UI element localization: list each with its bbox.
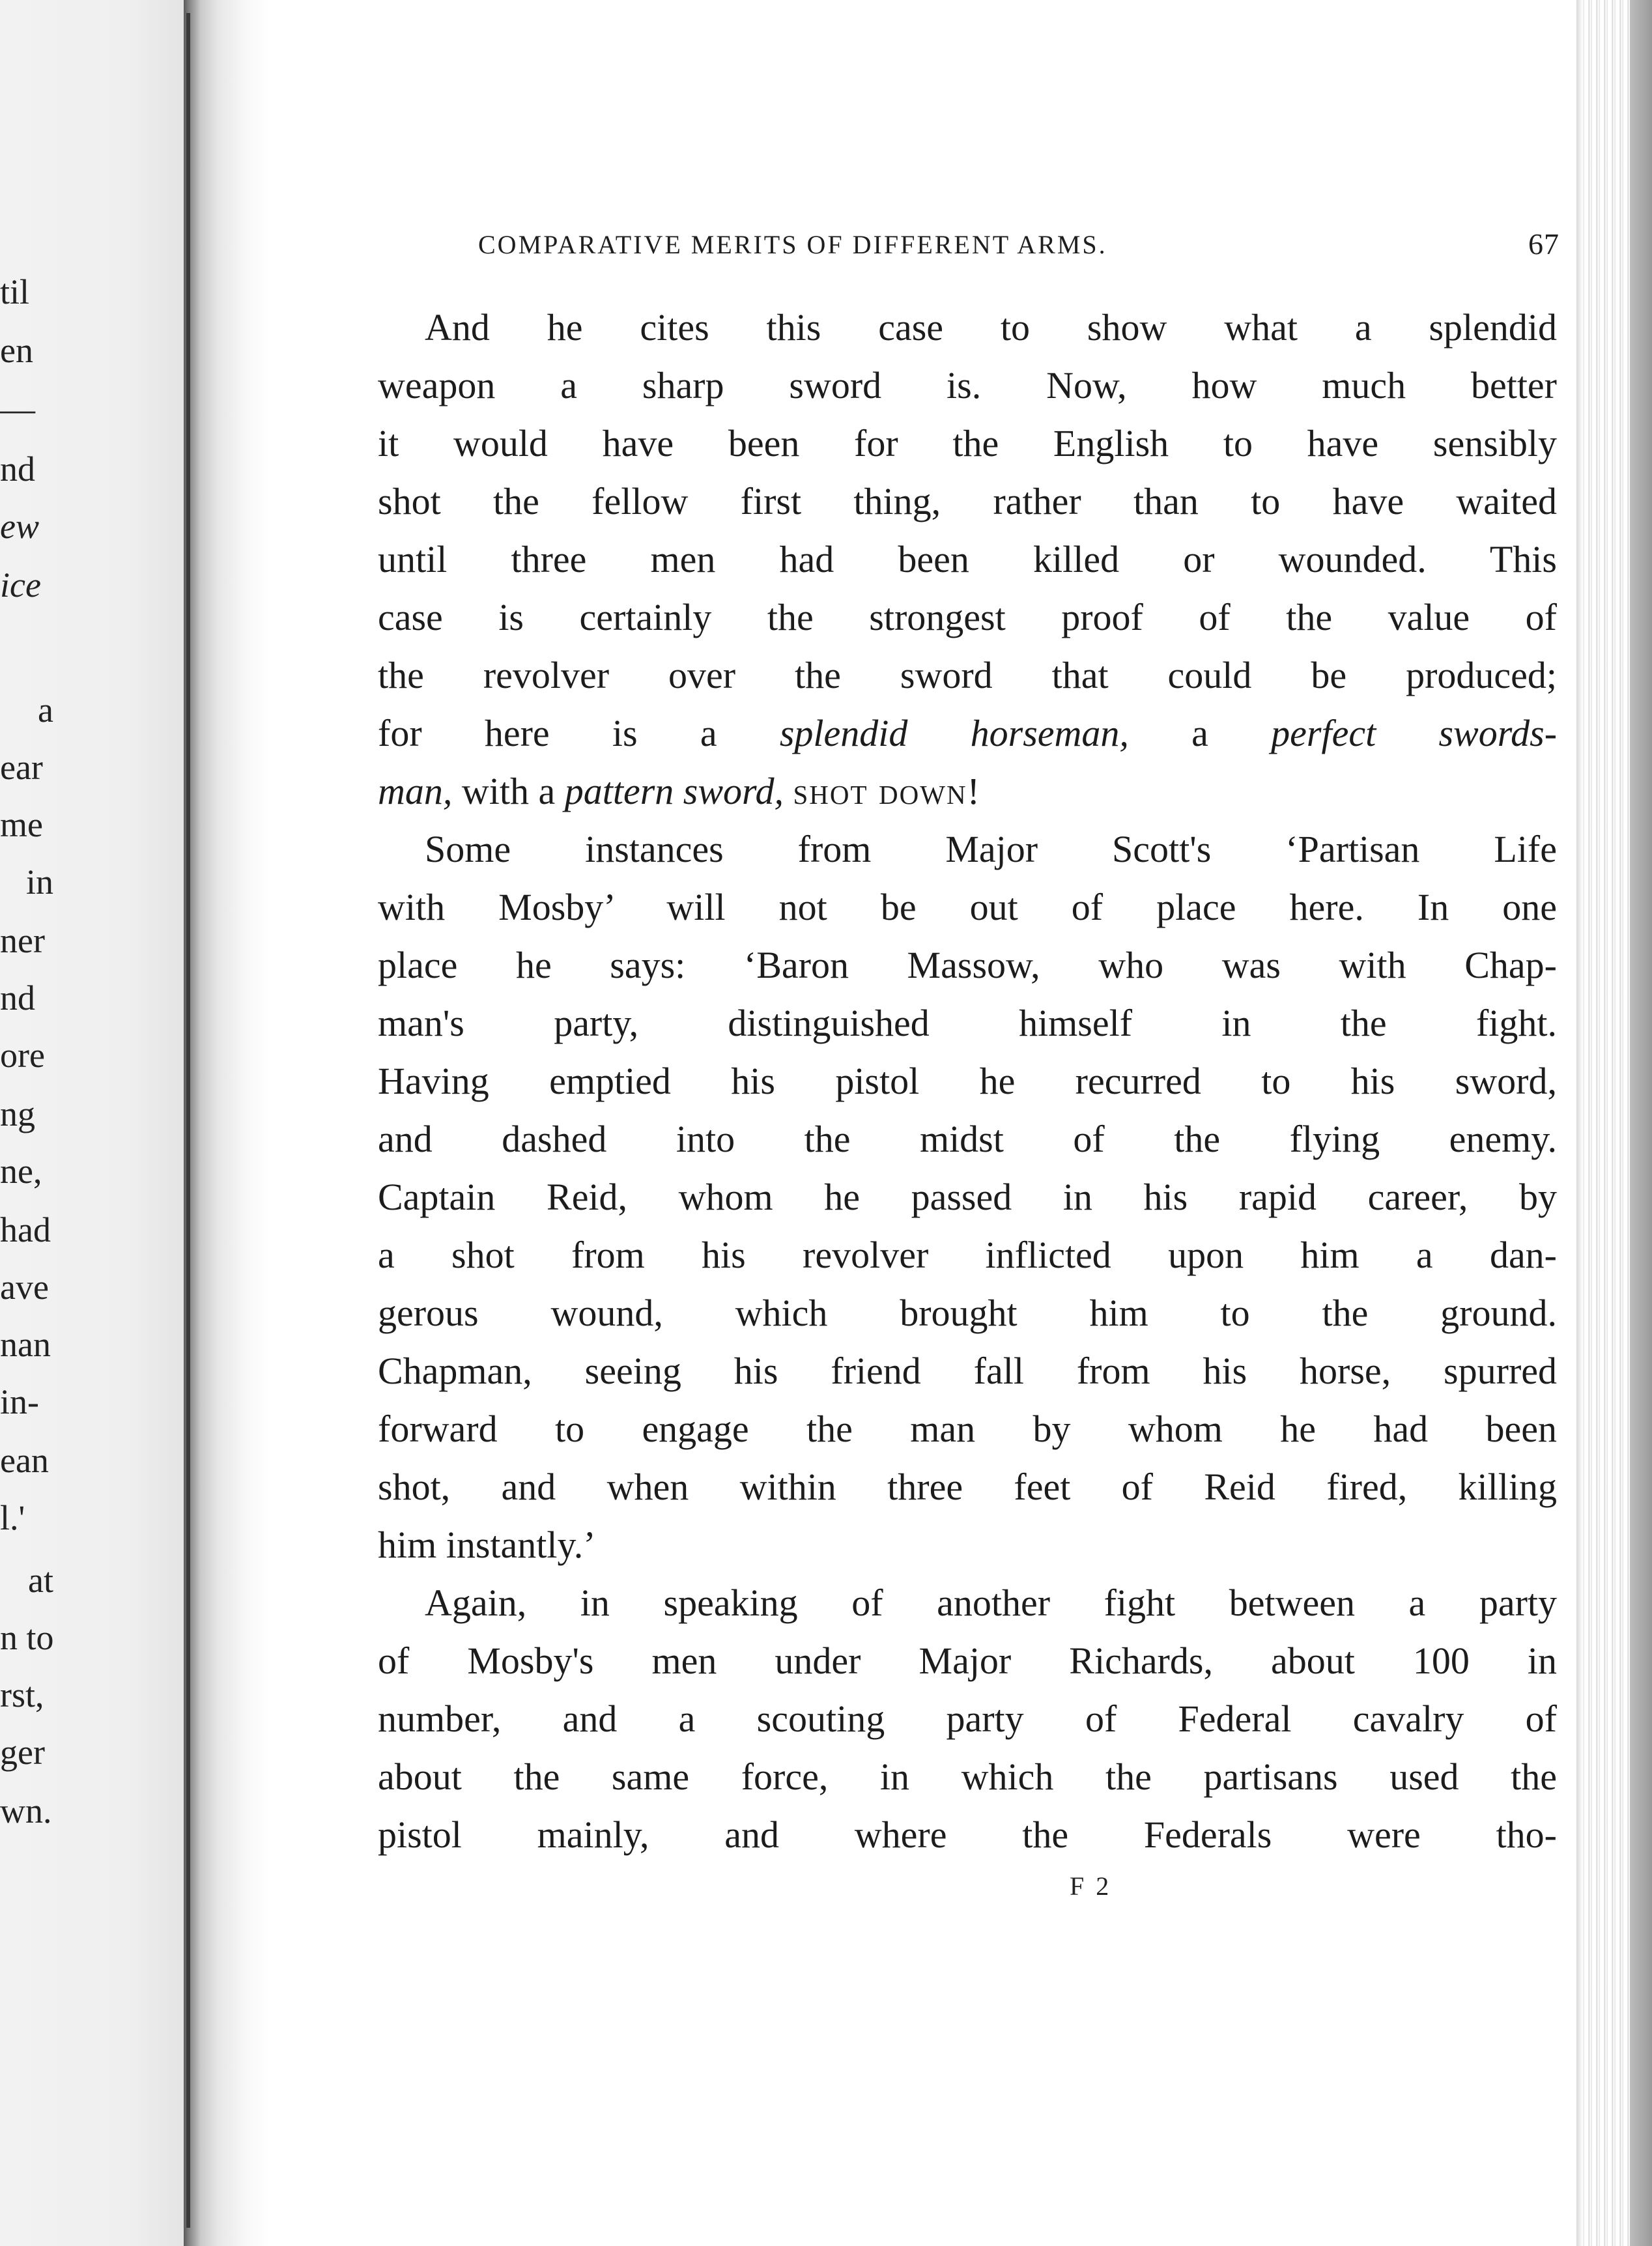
text-line: Some instances from Major Scott's ‘Partisan Life [425, 828, 1557, 870]
text-line [378, 762, 1557, 820]
page-edge-stack [1576, 0, 1652, 2246]
text-line: weapon a sharp sword is. Now, how much better [378, 364, 1557, 406]
text-line: it would have been for the English to have sensibly [378, 422, 1557, 464]
text-line: of Mosby's men under Major Richards, about 100 in [378, 1640, 1557, 1682]
left-fragment: ger [0, 1733, 45, 1772]
text-line: Again, in speaking of another fight between a party [425, 1582, 1557, 1624]
text-line: And he cites this case to show what a splendid [425, 306, 1557, 348]
text-line: place he says: ‘Baron Massow, who was with Chap- [378, 944, 1557, 986]
running-header [478, 229, 1559, 268]
italic-run: pattern sword, [564, 770, 784, 812]
book-page [268, 0, 1576, 2246]
left-fragment: l.' [0, 1498, 25, 1537]
text-run: ! [967, 770, 980, 812]
text-line: Captain Reid, whom he passed in his rapid career, by [378, 1176, 1557, 1218]
text-line: case is certainly the strongest proof of the value of [378, 596, 1557, 638]
left-fragment: ore [0, 1036, 45, 1075]
text-run: for here is a [378, 712, 717, 754]
page-body-text [378, 298, 1557, 1864]
text-line: him instantly.’ [378, 1524, 596, 1566]
text-line: Having emptied his pistol he recurred to his sword, [378, 1060, 1557, 1102]
left-fragment: nd [0, 449, 35, 489]
left-fragment: nd [0, 978, 35, 1017]
left-fragment: ne, [0, 1152, 42, 1191]
previous-page-fragment [0, 0, 184, 2246]
left-fragment: me [0, 805, 43, 844]
text-line: until three men had been killed or wounded. This [378, 538, 1557, 580]
text-run: a [1191, 712, 1208, 754]
left-fragment: ave [0, 1268, 49, 1307]
left-fragment: in- [0, 1382, 39, 1421]
small-caps-run: shot down [793, 770, 967, 812]
left-fragment: ner [0, 921, 45, 960]
text-run: with a [461, 770, 556, 812]
gutter-edge-line [186, 13, 190, 2228]
left-fragment: ean [0, 1441, 49, 1480]
text-line: gerous wound, which brought him to the ground. [378, 1292, 1557, 1334]
text-line: shot, and when within three feet of Reid fired, killing [378, 1466, 1557, 1508]
left-fragment: a [38, 690, 53, 730]
left-fragment: at [28, 1561, 53, 1600]
text-line: about the same force, in which the partisans used the [378, 1756, 1557, 1798]
left-fragment: wn. [0, 1791, 52, 1830]
italic-run: perfect swords- [1271, 712, 1558, 754]
left-fragment: in [25, 862, 53, 902]
text-line: Chapman, seeing his friend fall from his horse, spurred [378, 1350, 1557, 1392]
text-line: pistol mainly, and where the Federals were tho- [378, 1813, 1557, 1856]
left-fragment: ear [0, 748, 43, 787]
left-fragment: rst, [0, 1675, 44, 1714]
left-fragment: ice [0, 565, 41, 604]
running-title: COMPARATIVE MERITS OF DIFFERENT ARMS. [478, 230, 1107, 259]
signature-mark: F 2 [1070, 1871, 1112, 1901]
italic-run: splendid horseman, [779, 712, 1129, 754]
text-line: forward to engage the man by whom he had been [378, 1408, 1557, 1450]
left-fragment: had [0, 1210, 51, 1249]
left-fragment: til [0, 272, 30, 311]
text-line: a shot from his revolver inflicted upon him a dan- [378, 1234, 1557, 1276]
left-fragment: en [0, 331, 33, 370]
left-fragment: ng [0, 1094, 35, 1133]
left-fragment: ew [0, 507, 39, 546]
text-line [378, 704, 1557, 762]
left-fragment: — [0, 390, 35, 429]
left-fragment: nan [0, 1325, 51, 1364]
text-line: number, and a scouting party of Federal cavalry of [378, 1698, 1557, 1740]
italic-run: man, [378, 770, 453, 812]
page-number: 67 [1528, 227, 1559, 261]
text-line: the revolver over the sword that could be produced; [378, 654, 1557, 696]
left-fragment: n to [0, 1618, 54, 1657]
text-line: man's party, distinguished himself in the fight. [378, 1002, 1557, 1044]
text-line: shot the fellow first thing, rather than to have waited [378, 480, 1557, 522]
text-line: and dashed into the midst of the flying enemy. [378, 1118, 1557, 1160]
book-gutter-shadow [184, 0, 268, 2246]
text-line: with Mosby’ will not be out of place here. In one [378, 886, 1557, 928]
